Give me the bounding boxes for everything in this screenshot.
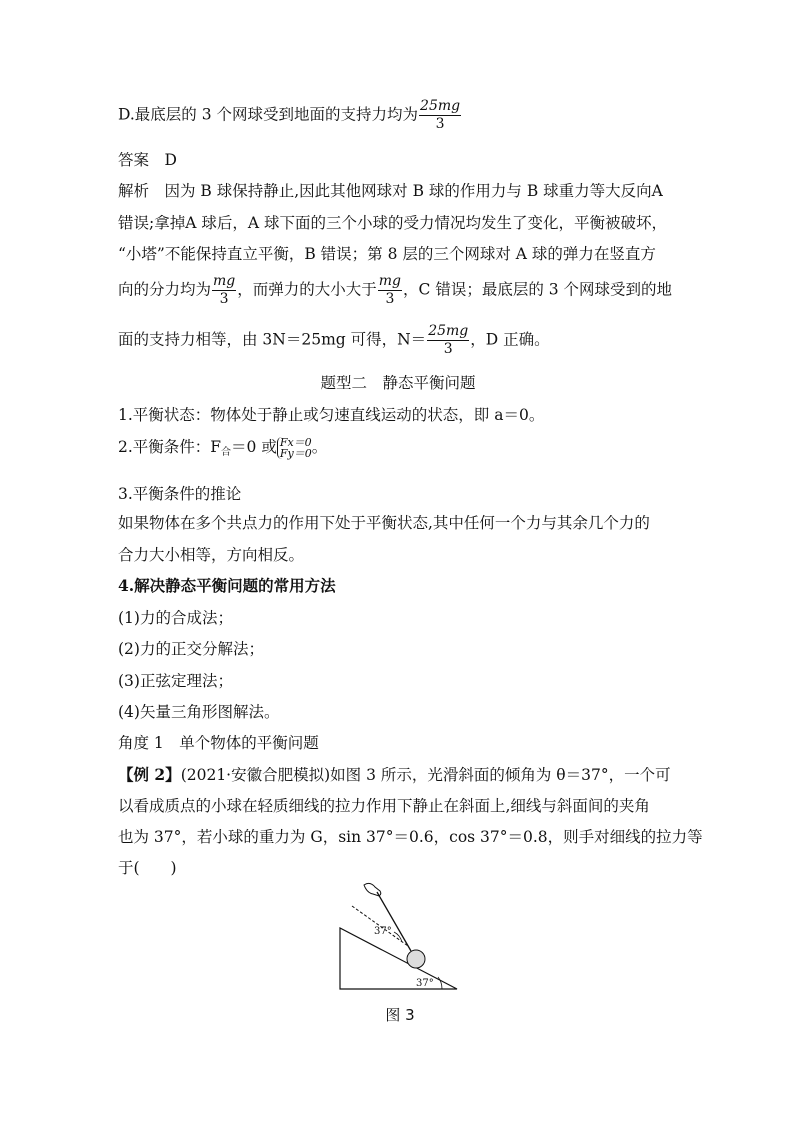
method-1: (1)力的合成法； [118,609,233,627]
analysis-line-4: 向的分力均为 $\frac{mg}{3}$ ，而弹力的大小大于 $\frac{mg}{3}$ ，C 错误；最底层的 3 个网球受到的地 [118,273,673,307]
example-line-3: 也为 37°，若小球的重力为 G，sin 37°＝0.6，cos 37°＝0.8，则手对细线的拉力等 [118,828,703,846]
analysis-line-3: “小塔”不能保持直立平衡，B 错误；第 8 层的三个网球对 A 球的弹力在竖直方 [118,245,656,263]
example-label: 【例 2】 [118,765,181,784]
paragraph-3-title: 3.平衡条件的推论 [118,485,242,503]
angle-heading: 角度 1 单个物体的平衡问题 [118,734,319,752]
equation-brace: Fx＝0 Fy＝0 [277,437,312,459]
paragraph-1: 1.平衡状态：物体处于静止或匀速直线运动的状态，即 a＝0。 [118,406,545,424]
example-line-2: 以看成质点的小球在轻质细线的拉力作用下静止在斜面上,细线与斜面间的夹角 [118,797,650,815]
method-2: (2)力的正交分解法； [118,640,264,658]
paragraph-4-title: 4.解决静态平衡问题的常用方法 [118,576,336,595]
method-3: (3)正弦定理法； [118,672,233,690]
string-line [377,892,411,951]
option-d: D.最底层的 3 个网球受到地面的支持力均为 $\frac{25mg}{3}$ [118,98,461,132]
section-title: 题型二 静态平衡问题 [320,374,476,392]
paragraph-2: 2.平衡条件：$F_合=0$ 或 Fx＝0 Fy＝0 。 [118,436,328,460]
answer: 答案 D [118,151,177,169]
fraction: $\frac{25mg}{3}$ [428,323,469,357]
analysis-line-5: 面的支持力相等，由 3N＝25mg 可得，N＝ $\frac{25mg}{3}$ ，D 正确。 [118,323,550,357]
figure-caption: 图 3 [385,1006,415,1024]
angle-label-top: 37° [374,926,392,937]
example-line-1: 【例 2】(2021·安徽合肥模拟)如图 3 所示，光滑斜面的倾角为 θ＝37°，一个可 [118,765,671,784]
paragraph-3-line-2: 合力大小相等，方向相反。 [118,546,305,564]
fraction: $\frac{mg}{3}$ [213,273,236,307]
paragraph-3-line-1: 如果物体在多个共点力的作用下处于平衡状态,其中任何一个力与其余几个力的 [118,514,650,532]
example-line-4: 于( ) [118,859,177,877]
fraction: $\frac{25mg}{3}$ [420,98,461,132]
ball [407,950,425,968]
analysis-line-2: 错误;拿掉A 球后，A 球下面的三个小球的受力情况均发生了变化，平衡被破坏， [118,214,667,232]
angle-label-bottom: 37° [416,978,434,989]
fraction: $\frac{mg}{3}$ [378,273,402,307]
method-4: (4)矢量三角形图解法。 [118,703,280,721]
analysis-line-1: 解析 因为 B 球保持静止,因此其他网球对 B 球的作用力与 B 球重力等大反向A [118,182,663,200]
figure-incline [330,880,470,995]
